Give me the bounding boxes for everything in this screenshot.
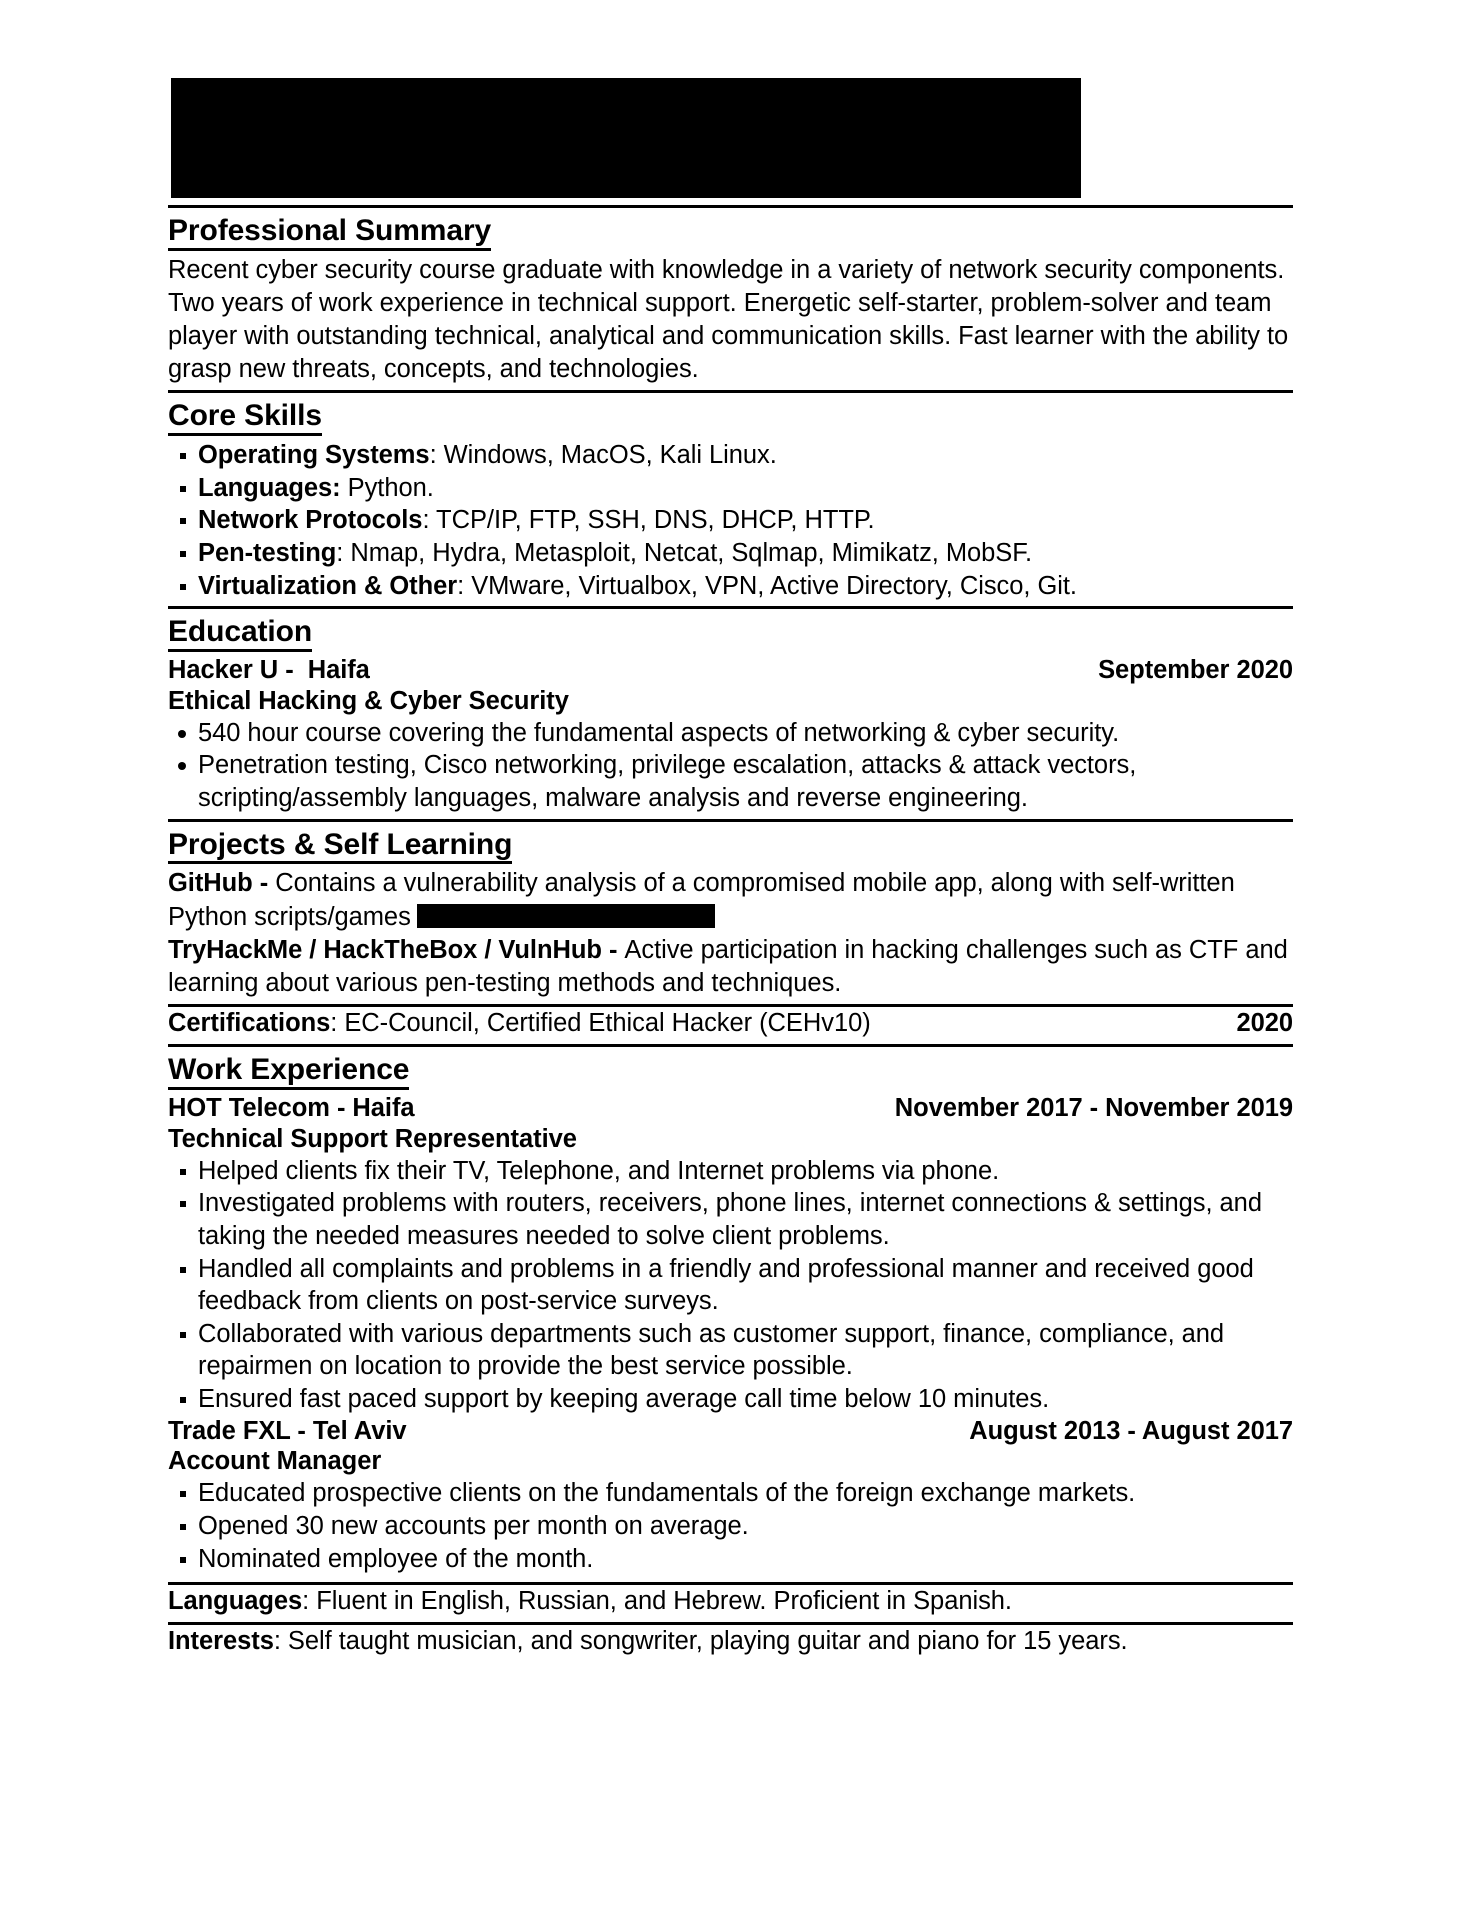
languages-value: : Fluent in English, Russian, and Hebrew. Proficient in Spanish. xyxy=(302,1587,1012,1616)
section-core-skills xyxy=(168,397,1293,602)
education-divider xyxy=(168,819,1293,822)
section-title-education: Education xyxy=(168,616,312,652)
section-work-experience xyxy=(168,1051,1293,1575)
education-date: September 2020 xyxy=(1098,656,1293,685)
core-skill-item xyxy=(168,537,1293,570)
education-bullet: Penetration testing, Cisco networking, privilege escalation, attacks & attack vectors, scripting/assembly languages, malware analysis and reverse engineering. xyxy=(168,749,1293,814)
education-entry-header xyxy=(168,655,1293,686)
education-bullet-list xyxy=(168,717,1293,815)
core-skill-value: : TCP/IP, FTP, SSH, DNS, DHCP, HTTP. xyxy=(422,506,875,535)
job-bullet: Helped clients fix their TV, Telephone, and Internet problems via phone. xyxy=(168,1155,1293,1188)
job-role: Account Manager xyxy=(168,1447,382,1476)
project-entry xyxy=(168,867,1293,933)
resume-content xyxy=(168,78,1293,1658)
core-skill-value: : Windows, MacOS, Kali Linux. xyxy=(429,441,777,470)
interests-label: Interests xyxy=(168,1627,274,1656)
core-skill-item xyxy=(168,439,1293,472)
interests-value: : Self taught musician, and songwriter, playing guitar and piano for 15 years. xyxy=(273,1627,1128,1656)
job-bullet-list xyxy=(168,1477,1293,1575)
work-experience-job-list xyxy=(168,1093,1293,1575)
job-bullet: Nominated employee of the month. xyxy=(168,1543,1293,1576)
project-entry-text: Contains a vulnerability analysis of a compromised mobile app, along with self-written Python scripts/games xyxy=(168,869,1235,931)
job-bullet: Handled all complaints and problems in a friendly and professional manner and received good feedback from clients on post-service surveys. xyxy=(168,1253,1293,1318)
languages-label: Languages xyxy=(168,1587,303,1616)
education-school: Hacker U - Haifa xyxy=(168,656,370,685)
job-bullet: Investigated problems with routers, receivers, phone lines, internet connections & settings, and taking the needed measures needed to solve client problems. xyxy=(168,1187,1293,1252)
job-date-range: August 2013 - August 2017 xyxy=(969,1416,1293,1445)
certifications-value: : EC-Council, Certified Ethical Hacker (CEHv10) xyxy=(330,1009,871,1037)
header-divider xyxy=(168,205,1293,208)
core-skill-label: Pen-testing xyxy=(198,539,337,568)
certifications-divider xyxy=(168,1044,1293,1047)
redacted-github-link xyxy=(417,904,715,928)
job-bullet: Collaborated with various departments such as customer support, finance, compliance, and repairmen on location to provide the best service possible. xyxy=(168,1318,1293,1383)
project-entry-label: GitHub - xyxy=(168,869,276,898)
core-skill-value: Python. xyxy=(340,473,434,502)
certifications-date: 2020 xyxy=(1236,1009,1293,1037)
project-entry-text: Active participation in hacking challenges such as CTF and learning about various pen-testing methods and techniques. xyxy=(168,935,1288,997)
job-entry-header xyxy=(168,1093,1293,1124)
core-skill-label: Operating Systems xyxy=(198,441,430,470)
certifications-text xyxy=(168,1007,871,1040)
professional-summary-title-wrap xyxy=(168,212,1293,252)
core-skill-item xyxy=(168,570,1293,603)
section-professional-summary xyxy=(168,212,1293,386)
summary-divider xyxy=(168,390,1293,393)
job-bullet-list xyxy=(168,1155,1293,1416)
core-skills-divider xyxy=(168,606,1293,609)
section-title-core-skills: Core Skills xyxy=(168,400,322,436)
core-skills-title-wrap xyxy=(168,397,1293,437)
redacted-name-and-contact-block xyxy=(171,78,1081,198)
section-title-professional-summary: Professional Summary xyxy=(168,215,491,251)
core-skill-value: : Nmap, Hydra, Metasploit, Netcat, Sqlmap, Mimikatz, MobSF. xyxy=(336,539,1032,568)
section-title-work-experience: Work Experience xyxy=(168,1054,409,1090)
resume-header xyxy=(168,78,1293,205)
education-title-wrap xyxy=(168,613,1293,653)
education-program: Ethical Hacking & Cyber Security xyxy=(168,686,569,715)
job-bullet: Educated prospective clients on the fundamentals of the foreign exchange markets. xyxy=(168,1477,1293,1510)
projects-title-wrap xyxy=(168,826,1293,866)
core-skills-list xyxy=(168,439,1293,602)
job-company: HOT Telecom - Haifa xyxy=(168,1093,415,1122)
education-bullet: 540 hour course covering the fundamental aspects of networking & cyber security. xyxy=(168,717,1293,750)
core-skill-label: Network Protocols xyxy=(198,506,423,535)
job-bullet: Opened 30 new accounts per month on average. xyxy=(168,1510,1293,1543)
project-entry-label: TryHackMe / HackTheBox / VulnHub - xyxy=(168,935,625,964)
core-skill-label: Languages: xyxy=(198,473,341,502)
section-education xyxy=(168,613,1293,814)
job-company: Trade FXL - Tel Aviv xyxy=(168,1416,407,1445)
professional-summary-body: Recent cyber security course graduate with knowledge in a variety of network security components. Two years of work experience in technical support. Energetic self-starter, problem-solver and team player with outstanding technical, analytical and communication skills. Fast learner with the ability to grasp new threats, concepts, and technologies. xyxy=(168,255,1289,384)
languages-row xyxy=(168,1585,1293,1618)
certifications-row xyxy=(168,1007,1293,1040)
languages-text xyxy=(168,1585,1012,1618)
job-date-range: November 2017 - November 2019 xyxy=(894,1093,1293,1122)
certifications-label: Certifications xyxy=(168,1009,331,1037)
interests-text xyxy=(168,1625,1128,1658)
projects-entry-list xyxy=(168,867,1293,1000)
core-skill-item xyxy=(168,472,1293,505)
core-skill-label: Virtualization & Other xyxy=(198,571,458,600)
project-entry xyxy=(168,934,1293,1000)
job-entry-header xyxy=(168,1416,1293,1447)
section-projects xyxy=(168,826,1293,1000)
job-role: Technical Support Representative xyxy=(168,1124,577,1153)
core-skill-item xyxy=(168,504,1293,537)
interests-row xyxy=(168,1625,1293,1658)
work-experience-title-wrap xyxy=(168,1051,1293,1091)
job-bullet: Ensured fast paced support by keeping average call time below 10 minutes. xyxy=(168,1383,1293,1416)
section-title-projects: Projects & Self Learning xyxy=(168,829,512,865)
core-skill-value: : VMware, Virtualbox, VPN, Active Directory, Cisco, Git. xyxy=(457,571,1077,600)
